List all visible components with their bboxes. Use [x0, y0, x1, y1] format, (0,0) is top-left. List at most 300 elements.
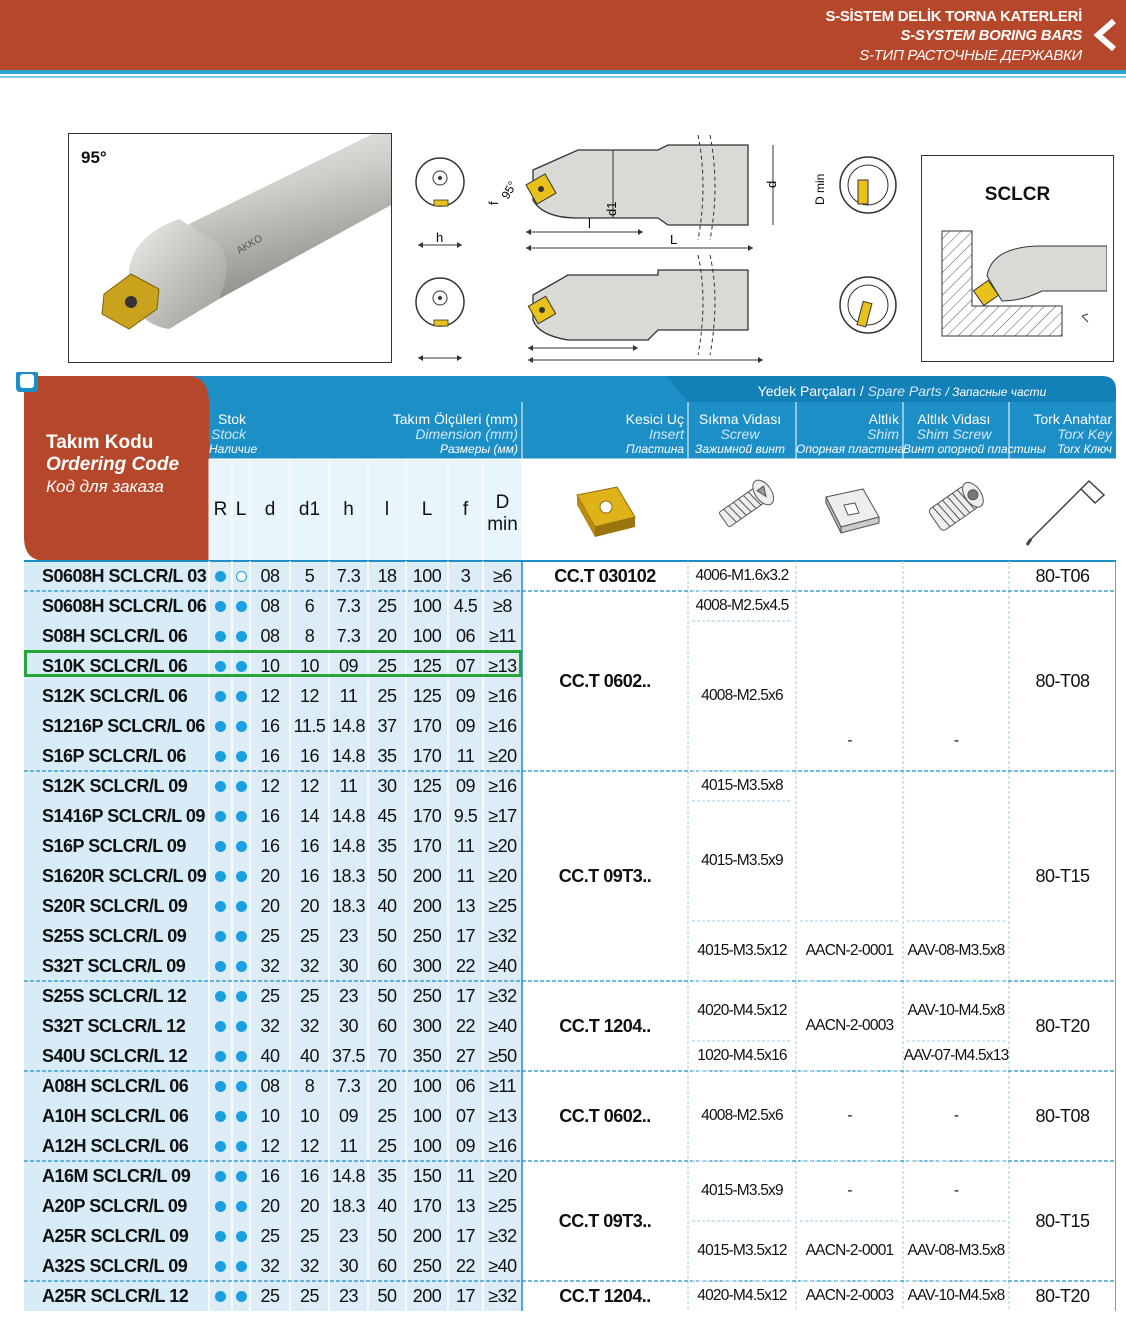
drawing-label-d1: d1: [604, 201, 619, 216]
dim-cell-Lv: 250: [412, 925, 442, 946]
dim-cell-l: 45: [377, 805, 397, 826]
dim-cell-f: 07: [455, 655, 476, 676]
title-russian: S-ТИП РАСТОЧНЫЕ ДЕРЖАВКИ: [859, 47, 1082, 64]
stock-cell-L: [232, 1251, 250, 1281]
stock-available-dot-icon: [236, 601, 247, 612]
dim-cell-f: 9.5: [453, 805, 478, 826]
dim-cell-Lv: 170: [412, 835, 442, 856]
stock-cell-L: [232, 1071, 250, 1101]
stock-cell-R: [209, 1131, 232, 1161]
insert-header-insert_en: Insert: [648, 426, 684, 442]
dim-cell-h: 09: [338, 655, 359, 676]
product-table: [16, 372, 1116, 1322]
stock-cell-R: [209, 1161, 232, 1191]
dim-cell-f: 22: [455, 1015, 476, 1036]
drawing-label-f: f: [486, 201, 501, 205]
stock-available-dot-icon: [236, 1261, 247, 1272]
header-stripe: [0, 70, 1126, 74]
shimscrew-cell: AAV-08-M3.5x8: [907, 942, 1005, 959]
stock-cell-R: [209, 921, 232, 951]
stock-available-dot-icon: [236, 871, 247, 882]
dim-cell-f: 11: [456, 1165, 475, 1186]
stock-available-dot-icon: [215, 931, 226, 942]
stock-available-dot-icon: [215, 1081, 226, 1092]
dim-cell-d1: 12: [299, 1135, 320, 1156]
shim-cell: -: [847, 732, 852, 749]
dim-cell-D: ≥11: [488, 1075, 517, 1096]
dim-cell-Lv: 125: [412, 685, 442, 706]
insert-cell: CC.T 1204..: [559, 1015, 651, 1036]
spare-parts-tr: Yedek Parçaları /: [757, 383, 864, 399]
stock-cell-L: [232, 1011, 250, 1041]
dim-cell-l: 35: [377, 835, 397, 856]
dim-cell-f: 09: [455, 1135, 476, 1156]
dim-cell-h: 11: [339, 775, 358, 796]
stock-available-dot-icon: [215, 1261, 226, 1272]
dim-cell-D: ≥20: [488, 1165, 517, 1186]
dim-cell-D: ≥16: [488, 775, 517, 796]
screw-cell: 4020-M4.5x12: [697, 1287, 787, 1304]
dim-cell-Lv: 200: [412, 1225, 442, 1246]
dim-cell-d: 16: [260, 805, 280, 826]
dim-cell-D: ≥40: [488, 955, 517, 976]
shimscrew-cell: AAV-07-M4.5x13: [903, 1047, 1009, 1064]
dim-cell-d: 25: [260, 925, 280, 946]
stock-available-dot-icon: [236, 931, 247, 942]
shim-screw-header: [903, 411, 1046, 457]
shim-cell: AACN-2-0003: [805, 1017, 894, 1034]
dim-cell-d1: 25: [299, 985, 320, 1006]
screw-cell: 4015-M3.5x9: [701, 1182, 783, 1199]
screw-cell: 4020-M4.5x12: [697, 1002, 787, 1019]
dim-cell-Lv: 100: [412, 1105, 442, 1126]
dim-cell-f: 22: [455, 955, 476, 976]
stock-empty-dot-icon: [236, 571, 247, 582]
dim-cell-d: 12: [260, 775, 280, 796]
shimscrew-cell: AAV-10-M4.5x8: [907, 1002, 1005, 1019]
shim-header: [796, 412, 903, 457]
shim-cell: AACN-2-0003: [805, 1287, 894, 1304]
dim-cell-d: 16: [260, 715, 280, 736]
screw-cell: 4008-M2.5x6: [701, 687, 783, 704]
stock-cell-R: [209, 711, 232, 741]
dim-cell-D: ≥32: [488, 985, 517, 1006]
dim-cell-h: 23: [338, 1225, 359, 1246]
drawing-label-h: h: [436, 230, 444, 245]
dim-cell-l: 50: [377, 1285, 397, 1306]
dimension-header-dim_en: Dimension (mm): [415, 426, 518, 442]
dim-cell-d: 08: [260, 595, 280, 616]
ordering-code-cell: S10K SCLCR/L 06: [42, 655, 188, 676]
insert-header-insert_tr: Kesici Uç: [625, 411, 684, 427]
dim-cell-f: 09: [455, 685, 476, 706]
dim-cell-f: 4.5: [453, 595, 478, 616]
stock-available-dot-icon: [215, 631, 226, 642]
stock-available-dot-icon: [236, 691, 247, 702]
dim-cell-D: ≥50: [488, 1045, 517, 1066]
stock-cell-R: [209, 1251, 232, 1281]
stock-available-dot-icon: [236, 1111, 247, 1122]
stock-cell-L: [232, 981, 250, 1011]
dim-cell-h: 30: [338, 1015, 359, 1036]
stock-available-dot-icon: [215, 781, 226, 792]
stock-available-dot-icon: [236, 901, 247, 912]
dim-cell-D: ≥16: [488, 715, 517, 736]
stock-available-dot-icon: [236, 751, 247, 762]
dim-cell-d: 20: [260, 865, 280, 886]
ordering-code-cell: S16P SCLCR/L 09: [42, 835, 186, 856]
dim-cell-Lv: 300: [412, 1015, 442, 1036]
dim-cell-l: 20: [377, 1075, 397, 1096]
torx-cell: 80-T08: [1035, 670, 1090, 691]
dim-cell-Lv: 250: [412, 1255, 442, 1276]
torx-cell: 80-T15: [1035, 1210, 1090, 1231]
drawing-label-d: d: [764, 180, 779, 188]
dim-cell-d1: 8: [304, 1075, 315, 1096]
shim-screw-header-shimscrew_en: Shim Screw: [916, 426, 992, 442]
dim-cell-h: 23: [338, 925, 359, 946]
dim-cell-D: ≥25: [488, 1195, 517, 1216]
dim-cell-f: 27: [455, 1045, 476, 1066]
dimension-header-dim_tr: Takım Ölçüleri (mm): [392, 411, 518, 427]
torx-header-torx_tr: Tork Anahtar: [1033, 411, 1112, 427]
insert-icon: [522, 467, 688, 555]
col-header-min: min: [487, 514, 518, 535]
spare-parts-ru: / Запасные части: [945, 385, 1047, 399]
col-header-col_L: L: [235, 499, 247, 520]
dim-cell-Lv: 200: [412, 865, 442, 886]
dim-cell-d: 16: [260, 1165, 280, 1186]
dim-cell-d: 08: [260, 1075, 280, 1096]
dim-cell-d1: 5: [304, 565, 315, 586]
ordering-code-cell: S1216P SCLCR/L 06: [42, 715, 205, 736]
dim-cell-h: 14.8: [331, 835, 366, 856]
stock-cell-L: [232, 951, 250, 981]
stock-cell-L: [232, 1041, 250, 1071]
stock-cell-R: [209, 981, 232, 1011]
dim-cell-l: 50: [377, 1225, 397, 1246]
ordering-code-cell: S12K SCLCR/L 06: [42, 685, 188, 706]
stock-header-stock_ru: Наличие: [209, 442, 258, 456]
stock-available-dot-icon: [236, 1021, 247, 1032]
ordering-code-tr: Takım Kodu: [46, 432, 154, 453]
shim-cell: -: [847, 1107, 852, 1124]
dimension-header-dim_ru: Размеры (мм): [439, 442, 518, 456]
dim-cell-D: ≥16: [488, 685, 517, 706]
dim-cell-D: ≥32: [488, 925, 517, 946]
dim-cell-Lv: 350: [412, 1045, 442, 1066]
stock-header-stock_en: Stock: [210, 426, 246, 442]
ordering-code-cell: S32T SCLCR/L 09: [42, 955, 186, 976]
stock-cell-L: [232, 921, 250, 951]
stock-available-dot-icon: [215, 841, 226, 852]
dim-cell-Lv: 100: [412, 1075, 442, 1096]
dim-cell-D: ≥11: [488, 625, 517, 646]
stock-cell-L: [232, 1131, 250, 1161]
shim-screw-header-shimscrew_tr: Altlık Vidası: [917, 411, 991, 427]
dim-cell-D: ≥8: [493, 595, 512, 616]
dim-cell-D: ≥40: [488, 1255, 517, 1276]
header-stripe-thin: [0, 76, 1126, 78]
shim-cell: -: [847, 1182, 852, 1199]
stock-available-dot-icon: [236, 1051, 247, 1062]
dim-cell-d: 12: [260, 1135, 280, 1156]
dim-cell-d: 40: [260, 1045, 280, 1066]
dim-cell-Lv: 100: [412, 595, 442, 616]
torx-cell: 80-T15: [1035, 865, 1090, 886]
ordering-code-cell: A20P SCLCR/L 09: [42, 1195, 187, 1216]
spare-parts-en: Spare Parts: [863, 383, 946, 399]
col-header-col_d1: d1: [298, 499, 321, 520]
drawing-label-L: L: [670, 232, 678, 247]
dim-cell-h: 30: [338, 1255, 359, 1276]
stock-available-dot-icon: [215, 1201, 226, 1212]
dim-cell-h: 30: [338, 955, 359, 976]
insert-cell: CC.T 09T3..: [558, 865, 652, 886]
dim-cell-d: 25: [260, 1285, 280, 1306]
torx-header-torx_ru: Torx Ключ: [1057, 442, 1112, 456]
screw-header-screw_en: Screw: [720, 426, 760, 442]
screw-header-screw_tr: Sıkma Vidası: [698, 411, 782, 427]
dim-cell-d1: 10: [299, 655, 320, 676]
dim-cell-f: 07: [455, 1105, 476, 1126]
stock-available-dot-icon: [215, 811, 226, 822]
dim-cell-f: 17: [455, 925, 476, 946]
dim-cell-D: ≥25: [488, 895, 517, 916]
stock-cell-R: [209, 1101, 232, 1131]
dim-cell-d1: 32: [299, 1255, 320, 1276]
dim-cell-h: 7.3: [336, 595, 361, 616]
dim-cell-d1: 16: [299, 1165, 320, 1186]
stock-available-dot-icon: [215, 871, 226, 882]
spare-parts-header: [688, 384, 1116, 400]
dim-cell-D: ≥32: [488, 1285, 517, 1306]
stock-available-dot-icon: [236, 961, 247, 972]
dim-cell-Lv: 250: [412, 985, 442, 1006]
stock-cell-L: [232, 1101, 250, 1131]
dim-cell-d: 32: [260, 1255, 280, 1276]
ordering-code-cell: A08H SCLCR/L 06: [42, 1075, 189, 1096]
stock-available-dot-icon: [215, 1051, 226, 1062]
stock-available-dot-icon: [215, 1021, 226, 1032]
stock-cell-R: [209, 951, 232, 981]
dim-cell-l: 35: [377, 1165, 397, 1186]
stock-cell-L: [232, 1281, 250, 1311]
screw-icon: [688, 467, 796, 555]
stock-available-dot-icon: [236, 811, 247, 822]
ordering-code-cell: S16P SCLCR/L 06: [42, 745, 186, 766]
dim-cell-d: 16: [260, 745, 280, 766]
dim-cell-f: 06: [455, 625, 476, 646]
dim-cell-d1: 20: [299, 895, 320, 916]
dim-cell-h: 18.3: [331, 895, 366, 916]
dim-cell-h: 7.3: [336, 565, 361, 586]
insert-cell: CC.T 1204..: [559, 1285, 651, 1306]
insert-header: [522, 412, 688, 457]
ordering-code-cell: S1620R SCLCR/L 09: [42, 865, 207, 886]
dim-cell-d: 25: [260, 1225, 280, 1246]
stock-cell-R: [209, 771, 232, 801]
insert-header-insert_ru: Пластина: [625, 442, 684, 456]
stock-cell-L: [232, 561, 250, 591]
dim-cell-d1: 32: [299, 955, 320, 976]
insert-cell: CC.T 0602..: [559, 1105, 651, 1126]
dim-cell-Lv: 125: [412, 775, 442, 796]
stock-available-dot-icon: [236, 1201, 247, 1212]
dim-cell-l: 60: [377, 1015, 397, 1036]
dim-cell-d1: 12: [299, 775, 320, 796]
ordering-code-cell: A25R SCLCR/L 12: [42, 1285, 189, 1306]
stock-available-dot-icon: [215, 1291, 226, 1302]
dim-cell-Lv: 170: [412, 1195, 442, 1216]
ordering-code-cell: S40U SCLCR/L 12: [42, 1045, 188, 1066]
stock-available-dot-icon: [215, 751, 226, 762]
col-header-col_h: h: [343, 499, 354, 520]
stock-available-dot-icon: [236, 1171, 247, 1182]
dim-cell-f: 09: [455, 715, 476, 736]
dim-cell-d1: 25: [299, 925, 320, 946]
stock-cell-L: [232, 861, 250, 891]
stock-available-dot-icon: [215, 1171, 226, 1182]
stock-cell-R: [209, 561, 232, 591]
ordering-code-cell: S12K SCLCR/L 09: [42, 775, 188, 796]
stock-available-dot-icon: [236, 631, 247, 642]
stock-cell-L: [232, 711, 250, 741]
dim-cell-d: 10: [260, 655, 280, 676]
screw-header: [688, 412, 796, 457]
screw-header-screw_ru: Зажимной винт: [694, 442, 786, 456]
dim-cell-d: 32: [260, 955, 280, 976]
dim-cell-d1: 25: [299, 1225, 320, 1246]
shimscrew-cell: -: [953, 732, 959, 749]
dim-cell-h: 7.3: [336, 625, 361, 646]
dim-cell-Lv: 170: [412, 745, 442, 766]
ordering-code-cell: S25S SCLCR/L 12: [42, 985, 187, 1006]
dim-cell-f: 13: [455, 1195, 476, 1216]
stock-available-dot-icon: [236, 1231, 247, 1242]
stock-available-dot-icon: [236, 991, 247, 1002]
dim-cell-h: 11: [339, 685, 358, 706]
ordering-code-cell: A16M SCLCR/L 09: [42, 1165, 191, 1186]
svg-text:AKKO: AKKO: [235, 233, 265, 257]
dim-cell-l: 25: [377, 685, 397, 706]
shim-header-shim_tr: Altlık: [868, 411, 899, 427]
stock-cell-R: [209, 1071, 232, 1101]
dim-cell-d1: 8: [304, 625, 315, 646]
ordering-code-cell: S32T SCLCR/L 12: [42, 1015, 186, 1036]
dim-cell-d1: 40: [299, 1045, 320, 1066]
dim-cell-d: 12: [260, 685, 280, 706]
dim-cell-d1: 16: [299, 835, 320, 856]
dim-cell-h: 11: [339, 1135, 358, 1156]
shim-cell: AACN-2-0001: [805, 942, 894, 959]
stock-available-dot-icon: [236, 1291, 247, 1302]
stock-available-dot-icon: [236, 841, 247, 852]
screw-cell: 4015-M3.5x12: [697, 942, 787, 959]
ordering-code-cell: S0608H SCLCR/L 03: [42, 565, 207, 586]
dim-cell-Lv: 170: [412, 715, 442, 736]
dim-cell-f: 3: [460, 565, 471, 586]
dim-cell-D: ≥16: [488, 1135, 517, 1156]
dim-cell-f: 11: [456, 745, 475, 766]
dim-cell-D: ≥20: [488, 865, 517, 886]
dim-cell-f: 11: [456, 865, 475, 886]
stock-cell-L: [232, 831, 250, 861]
stock-cell-L: [232, 591, 250, 621]
dim-cell-l: 50: [377, 985, 397, 1006]
col-header-col_Lbig: L: [421, 499, 433, 520]
dim-cell-f: 17: [455, 985, 476, 1006]
ordering-code-ru: Код для заказа: [46, 477, 164, 496]
stock-header: [209, 411, 258, 457]
stock-available-dot-icon: [236, 781, 247, 792]
ordering-code-cell: A12H SCLCR/L 06: [42, 1135, 189, 1156]
col-header-col_f: f: [462, 499, 469, 520]
dim-cell-Lv: 125: [412, 655, 442, 676]
dim-cell-D: ≥13: [488, 655, 517, 676]
chevron-left-icon[interactable]: [1092, 18, 1120, 52]
dimension-header: [250, 412, 522, 457]
dim-cell-h: 09: [338, 1105, 359, 1126]
stock-available-dot-icon: [236, 1081, 247, 1092]
stock-header-stock_tr: Stok: [217, 411, 246, 427]
insert-cell: CC.T 09T3..: [558, 1210, 652, 1231]
dim-cell-d1: 11.5: [293, 715, 326, 736]
photo-angle-label: 95°: [81, 148, 107, 167]
dim-cell-h: 14.8: [331, 715, 366, 736]
stock-available-dot-icon: [215, 1141, 226, 1152]
screw-cell: 4008-M2.5x4.5: [695, 597, 789, 614]
dim-cell-l: 35: [377, 745, 397, 766]
dim-cell-d: 20: [260, 1195, 280, 1216]
stock-cell-L: [232, 1161, 250, 1191]
stock-cell-R: [209, 1011, 232, 1041]
dim-cell-h: 37.5: [331, 1045, 366, 1066]
ordering-code-cell: S1416P SCLCR/L 09: [42, 805, 205, 826]
dim-cell-d: 08: [260, 565, 280, 586]
dim-cell-f: 06: [455, 1075, 476, 1096]
dim-cell-d1: 10: [299, 1105, 320, 1126]
ordering-code-cell: S25S SCLCR/L 09: [42, 925, 187, 946]
torx-cell: 80-T08: [1035, 1105, 1090, 1126]
sclcr-tool-diagram-icon: [932, 226, 1107, 341]
dim-cell-l: 40: [377, 1195, 397, 1216]
stock-cell-R: [209, 741, 232, 771]
dim-cell-l: 25: [377, 1105, 397, 1126]
dim-cell-Lv: 100: [412, 1135, 442, 1156]
dim-cell-d1: 12: [299, 685, 320, 706]
dim-cell-l: 50: [377, 925, 397, 946]
torx-cell: 80-T20: [1035, 1015, 1090, 1036]
dim-cell-h: 14.8: [331, 805, 366, 826]
stock-available-dot-icon: [215, 601, 226, 612]
dim-cell-d1: 6: [304, 595, 315, 616]
dim-cell-D: ≥6: [493, 565, 512, 586]
shimscrew-cell: -: [953, 1182, 959, 1199]
col-header-col_d: d: [264, 499, 276, 520]
insert-cell: CC.T 0602..: [559, 670, 651, 691]
dim-cell-l: 70: [377, 1045, 397, 1066]
stock-cell-L: [232, 681, 250, 711]
ordering-code-cell: S08H SCLCR/L 06: [42, 625, 188, 646]
dim-cell-l: 30: [377, 775, 397, 796]
stock-cell-L: [232, 801, 250, 831]
dim-cell-l: 20: [377, 625, 397, 646]
torx-header: [1009, 412, 1116, 457]
stock-cell-L: [232, 741, 250, 771]
ordering-code-en: Ordering Code: [46, 454, 180, 475]
dim-cell-Lv: 300: [412, 955, 442, 976]
